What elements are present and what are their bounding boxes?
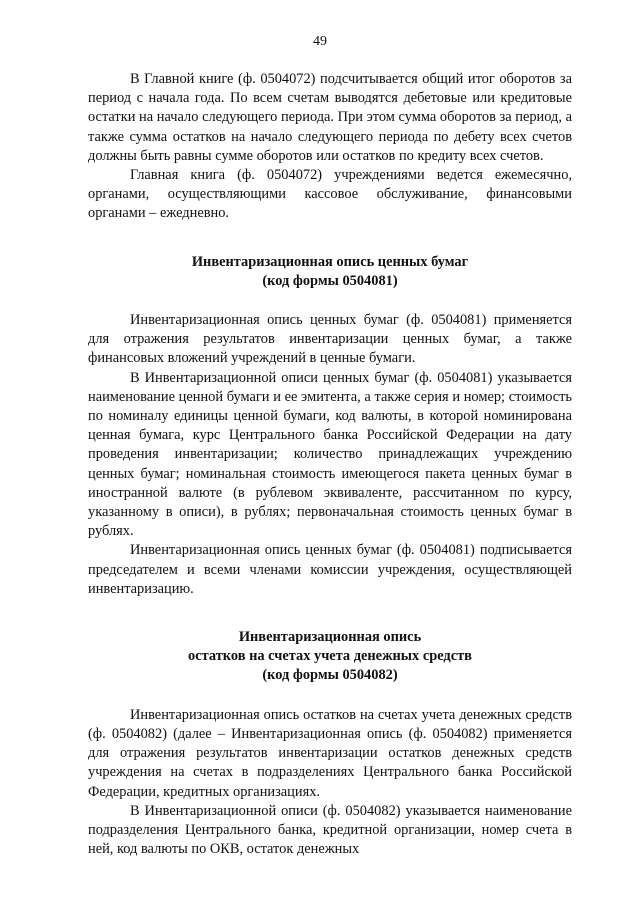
paragraph: В Главной книге (ф. 0504072) подсчитывается общий итог оборотов за период с начала года. По всем счетам выводятся дебетовые или кредитовые остатки на начало следующего периода. При этом сумма оборотов за период, а также сумма остатков на начало следующего периода по дебету всех счетов должны быть равны сумме оборотов или остатков по кредиту всех счетов. [88, 71, 572, 164]
section-spacer [88, 224, 572, 253]
paragraph: В Инвентаризационной описи (ф. 0504082) указывается наименование подразделения Центрального банка, кредитной организации, номер счета в ней, код валюты по ОКВ, остаток денежных [88, 802, 572, 858]
paragraph: Инвентаризационная опись остатков на счетах учета денежных средств (ф. 0504082) (далее – Инвентаризационная опись (ф. 0504082) применяется для отражения результатов инвентаризации остатков денежных средств учреждения на счетах в подразделениях Центрального банка Российской Федерации, кредитных организациях. [88, 706, 572, 800]
section-heading: Инвентаризационная опись ценных бумаг [191, 253, 469, 270]
heading-spacer [88, 686, 572, 706]
section-heading: Инвентаризационная опись [238, 629, 422, 646]
heading-spacer [88, 291, 572, 311]
section-heading-form-code: (код формы 0504082) [262, 667, 398, 684]
paragraph: Инвентаризационная опись ценных бумаг (ф. 0504081) подписывается председателем и всеми членами комиссии учреждения, осуществляющей инвентаризацию. [88, 542, 572, 597]
page-number: 49 [313, 34, 327, 49]
paragraph: В Инвентаризационной описи ценных бумаг (ф. 0504081) указывается наименование ценной бумаги и ее эмитента, а также серия и номер; стоимость по номиналу единицы ценной бумаги, код валюты, в которой номинирована ценная бумага, курс Центрального банка Российской Федерации на дату проведения инвентаризации; количество принадлежащих учреждению ценных бумаг; номинальная стоимость имеющегося пакета ценных бумаг в иностранной валюте (в рублевом эквиваленте, рассчитанном по курсу, указанному в описи), в рублях; первоначальная стоимость ценных бумаг в рублях. [88, 369, 572, 540]
section-heading-form-code: (код формы 0504081) [262, 272, 398, 289]
paragraph: Главная книга (ф. 0504072) учреждениями ведется ежемесячно, органами, осуществляющими кассовое обслуживание, финансовыми органами – ежедневно. [88, 167, 572, 222]
page-content [88, 70, 572, 859]
section-spacer [88, 599, 572, 628]
section-heading: остатков на счетах учета денежных средств [188, 648, 472, 665]
paragraph: Инвентаризационная опись ценных бумаг (ф. 0504081) применяется для отражения результатов инвентаризации ценных бумаг, а также финансовых вложений учреждений в ценные бумаги. [88, 312, 572, 367]
